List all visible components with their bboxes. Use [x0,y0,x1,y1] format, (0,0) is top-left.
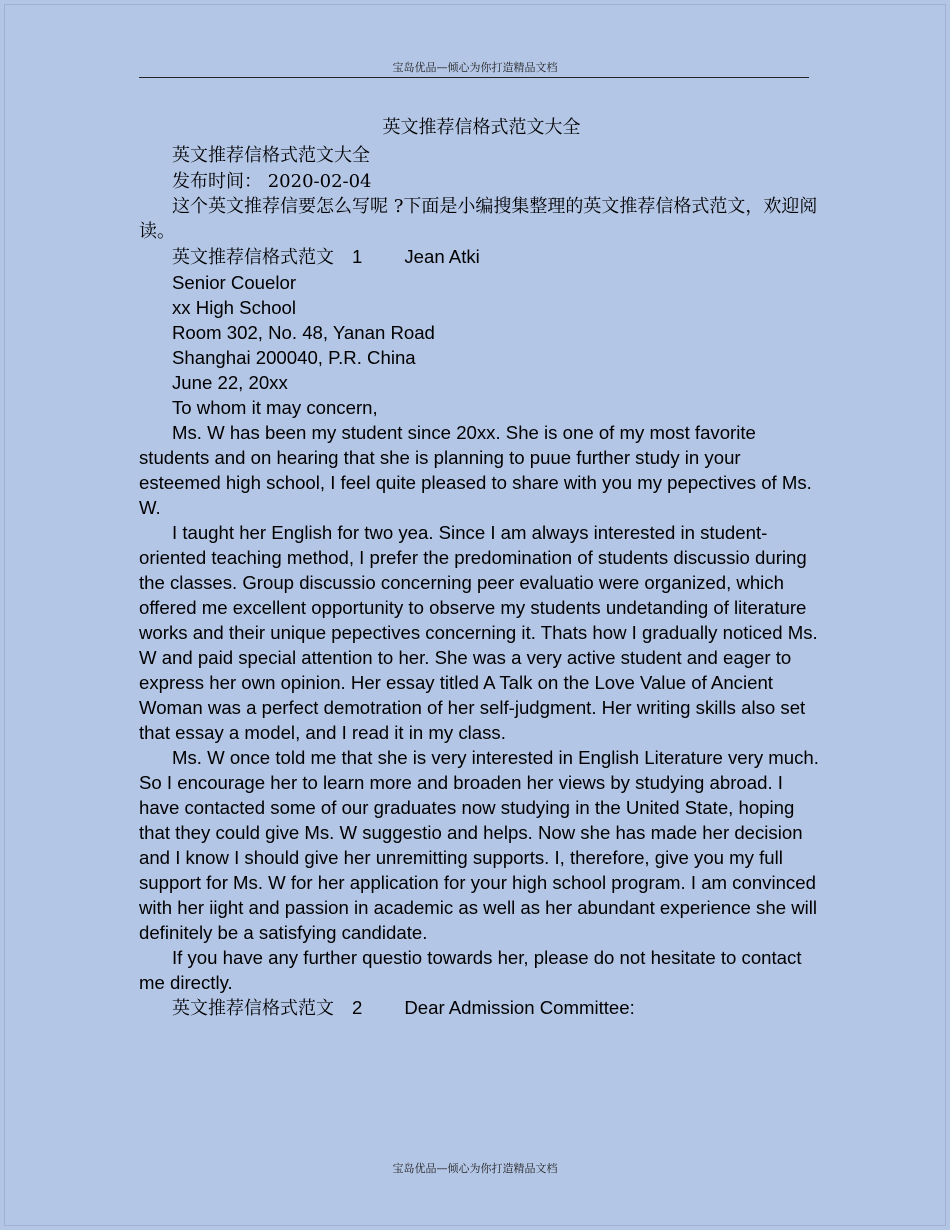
page-header: 宝岛优品—倾心为你打造精品文档 [392,61,558,74]
sample2-heading: 英文推荐信格式范文 [172,998,334,1019]
sample1-name: Jean Atki [404,246,480,267]
address-line: xx High School [172,297,297,318]
publish-date-text: 发布时间： 2020-02-04 [172,171,372,192]
body-paragraph: Ms. W once told me that she is very interested in English Literature very much. So I encourage her to learn more and broaden her views by studying abroad. I have contacted some of our graduates now studying in the United State, hoping that they could give Ms. W suggestio and helps. Now she has made her decision and I know I should give her unremitting supports. I, therefore, give you my full support for Ms. W for her application for your high school program. I am convinced with her iight and passion in academic as well as her abundant experience she will definitely be a satisfying candidate. [139,747,819,943]
publish-date [139,168,824,194]
sample1-number: 1 [352,246,363,267]
sample2-salutation: Dear Admission Committee: [404,997,635,1018]
sample2-heading-line [139,995,824,1021]
address-line: Senior Couelor [172,272,297,293]
address-line: Shanghai 200040, P.R. China [172,347,416,368]
document-title: 英文推荐信格式范文大全 [382,117,581,138]
sample1-heading-line [139,244,824,270]
letter-salutation: To whom it may concern, [172,397,378,418]
letter-date: June 22, 20xx [172,372,288,393]
header-rule [139,77,809,78]
body-paragraph: I taught her English for two yea. Since I am always interested in student-oriented teaching method, I prefer the predomination of students discussio during the classes. Group discussio concerning peer evaluatio were organized, which offered me excellent opportunity to observe my students undetanding of literature works and their unique pepectives concerning it. Thats how I gradually noticed Ms. W and paid special attention to her. She was a very active student and eager to express her own opinion. Her essay titled A Talk on the Love Value of Ancient Woman was a perfect demotration of her self-judgment. Her writing skills also set that essay a model, and I read it in my class. [139,522,818,743]
body-paragraph: If you have any further questio towards her, please do not hesitate to contact me directly. [139,947,802,993]
sample1-heading: 英文推荐信格式范文 [172,247,334,268]
address-line: Room 302, No. 48, Yanan Road [172,322,435,343]
page-footer: 宝岛优品—倾心为你打造精品文档 [392,1162,558,1175]
sample2-number: 2 [352,997,363,1018]
document-subtitle: 英文推荐信格式范文大全 [172,145,370,166]
document-body [139,113,824,1021]
body-paragraph: Ms. W has been my student since 20xx. She is one of my most favorite students and on hearing that she is planning to puue further study in your esteemed high school, I feel quite pleased to share with you my pepectives of Ms. W. [139,422,812,518]
intro-paragraph: 这个英文推荐信要怎么写呢 ?下面是小编搜集整理的英文推荐信格式范文，欢迎阅读。 [139,196,818,242]
